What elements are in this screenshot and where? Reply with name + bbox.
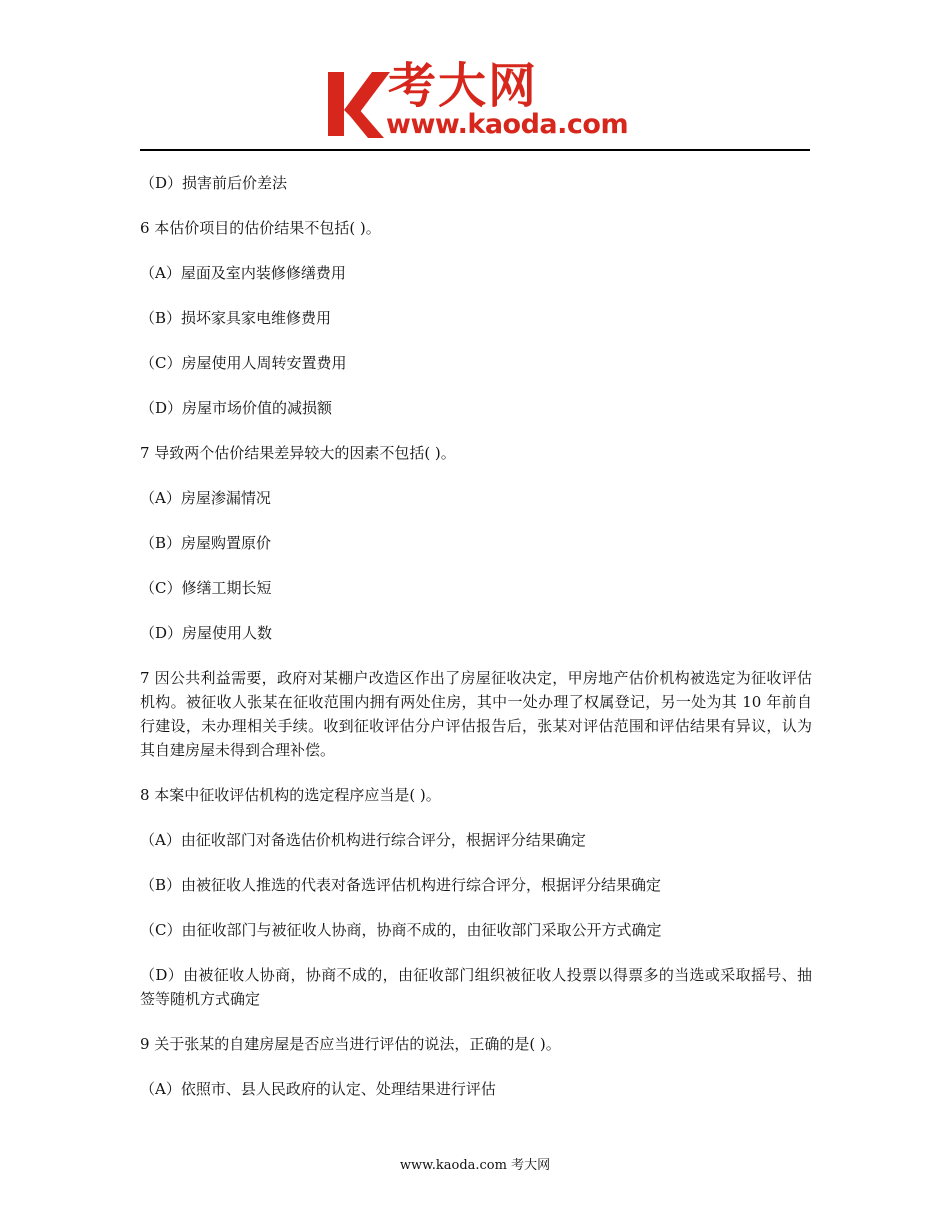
paragraph: （B）房屋购置原价 bbox=[140, 534, 272, 552]
paragraph: （C）由征收部门与被征收人协商，协商不成的，由征收部门采取公开方式确定 bbox=[140, 921, 662, 939]
paragraph: （A）房屋渗漏情况 bbox=[140, 489, 271, 507]
paragraph: （C）房屋使用人周转安置费用 bbox=[140, 354, 347, 372]
paragraph: 8 本案中征收评估机构的选定程序应当是( )。 bbox=[140, 786, 441, 804]
paragraph: 7 导致两个估价结果差异较大的因素不包括( )。 bbox=[140, 444, 456, 462]
paragraph: （C）修缮工期长短 bbox=[140, 579, 272, 597]
paragraph: （A）屋面及室内装修修缮费用 bbox=[140, 264, 346, 282]
paragraph: （D）由被征收人协商，协商不成的，由征收部门组织被征收人投票以得票多的当选或采取摇号、抽签等随机方式确定 bbox=[140, 966, 812, 1008]
paragraph: （B）损坏家具家电维修费用 bbox=[140, 309, 332, 327]
page-footer: www.kaoda.com 考大网 bbox=[399, 1158, 551, 1173]
paragraph: （B）由被征收人推选的代表对备选评估机构进行综合评分，根据评分结果确定 bbox=[140, 876, 662, 894]
document-body bbox=[140, 171, 812, 1122]
paragraph: （D）房屋市场价值的减损额 bbox=[140, 399, 333, 417]
paragraph: （D）损害前后价差法 bbox=[140, 174, 288, 192]
paragraph: （A）由征收部门对备选估价机构进行综合评分，根据评分结果确定 bbox=[140, 831, 586, 849]
paragraph: （A）依照市、县人民政府的认定、处理结果进行评估 bbox=[140, 1080, 496, 1098]
logo-url: www.kaoda.com bbox=[386, 109, 629, 140]
paragraph: 6 本估价项目的估价结果不包括( )。 bbox=[140, 219, 381, 237]
paragraph: 9 关于张某的自建房屋是否应当进行评估的说法，正确的是( )。 bbox=[140, 1035, 561, 1053]
kaoda-logo bbox=[322, 58, 634, 142]
k-letter-logo-icon bbox=[322, 66, 392, 142]
logo-chinese-name: 考大网 bbox=[388, 58, 539, 114]
header-divider bbox=[140, 149, 810, 151]
paragraph: 7 因公共利益需要，政府对某棚户改造区作出了房屋征收决定，甲房地产估价机构被选定为征收评估机构。被征收人张某在征收范围内拥有两处住房，其中一处办理了权属登记，另一处为其 10 年前自行建设，未办理相关手续。收到征收评估分户评估报告后，张某对评估范围和评估结果有异议，认为其自建房屋未得到合理补偿。 bbox=[140, 669, 812, 759]
paragraph: （D）房屋使用人数 bbox=[140, 624, 273, 642]
